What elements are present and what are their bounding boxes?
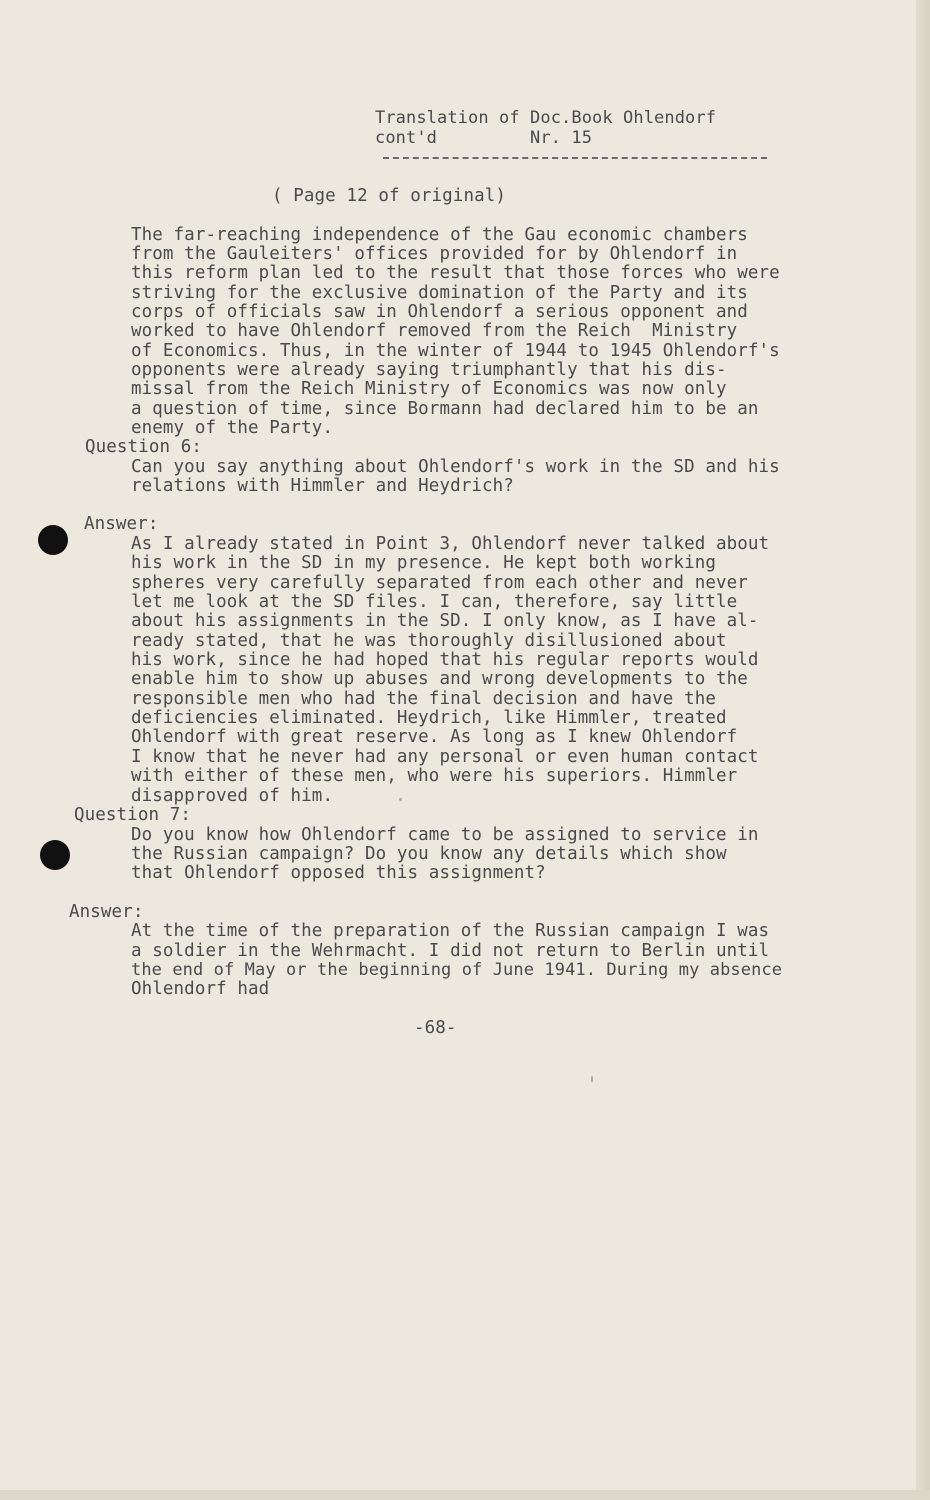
text-line: of Economics. Thus, in the winter of 1944 to 1945 Ohlendorf's (131, 341, 780, 361)
text-line: Ohlendorf had (131, 979, 270, 999)
answer-6-label: Answer: (84, 514, 159, 534)
header-rule (383, 157, 767, 159)
question-6-text: relations with Himmler and Heydrich? (131, 476, 514, 496)
text-line: Ohlendorf with great reserve. As long as I knew Ohlendorf (131, 727, 738, 747)
page-bottom-edge (0, 1490, 930, 1500)
text-line: The far-reaching independence of the Gau economic chambers (131, 225, 748, 245)
text-line: spheres very carefully separated from each other and never (131, 573, 748, 593)
text-line: his work in the SD in my presence. He kept both working (131, 553, 716, 573)
question-7-text: Do you know how Ohlendorf came to be assigned to service in (131, 825, 759, 845)
page-number: -68- (414, 1018, 457, 1038)
text-line: enemy of the Party. (131, 418, 334, 438)
question-6-text: Can you say anything about Ohlendorf's work in the SD and his (131, 457, 780, 477)
text-line: deficiencies eliminated. Heydrich, like Himmler, treated (131, 708, 727, 728)
text-line: disapproved of him. (131, 786, 334, 806)
text-line: striving for the exclusive domination of the Party and its (131, 283, 748, 303)
text-line: from the Gauleiters' offices provided for by Ohlendorf in (131, 244, 738, 264)
text-line: a soldier in the Wehrmacht. I did not return to Berlin until (131, 941, 770, 961)
text-line: let me look at the SD files. I can, therefore, say little (131, 592, 738, 612)
question-7-label: Question 7: (74, 805, 191, 825)
paper-speck (399, 798, 402, 801)
text-line: corps of officials saw in Ohlendorf a serious opponent and (131, 302, 748, 322)
text-line: about his assignments in the SD. I only know, as I have al- (131, 611, 759, 631)
text-line: enable him to show up abuses and wrong developments to the (131, 669, 748, 689)
text-line: worked to have Ohlendorf removed from the Reich Ministry (131, 321, 738, 341)
paper-speck (591, 1076, 593, 1082)
punch-hole (38, 525, 68, 555)
text-line: At the time of the preparation of the Russian campaign I was (131, 921, 770, 941)
text-line: this reform plan led to the result that those forces who were (131, 263, 780, 283)
text-line: responsible men who had the final decision and have the (131, 689, 716, 709)
question-7-text: that Ohlendorf opposed this assignment? (131, 863, 546, 883)
text-line: the end of May or the beginning of June 1941. During my absence (131, 960, 783, 980)
text-line: a question of time, since Bormann had declared him to be an (131, 399, 759, 419)
answer-7-label: Answer: (69, 902, 144, 922)
punch-hole (40, 840, 70, 870)
question-6-label: Question 6: (85, 437, 202, 457)
text-line: with either of these men, who were his superiors. Himmler (131, 766, 738, 786)
text-line: I know that he never had any personal or even human contact (131, 747, 759, 767)
question-7-text: the Russian campaign? Do you know any details which show (131, 844, 727, 864)
page-reference: ( Page 12 of original) (272, 186, 506, 206)
header-subtitle: cont'd Nr. 15 (375, 128, 593, 148)
text-line: his work, since he had hoped that his regular reports would (131, 650, 759, 670)
text-line: As I already stated in Point 3, Ohlendorf never talked about (131, 534, 770, 554)
text-line: opponents were already saying triumphantly that his dis- (131, 360, 727, 380)
header-title: Translation of Doc.Book Ohlendorf (375, 108, 717, 128)
text-line: missal from the Reich Ministry of Economics was now only (131, 379, 727, 399)
text-line: ready stated, that he was thoroughly disillusioned about (131, 631, 727, 651)
page-edge-shadow (916, 0, 930, 1500)
